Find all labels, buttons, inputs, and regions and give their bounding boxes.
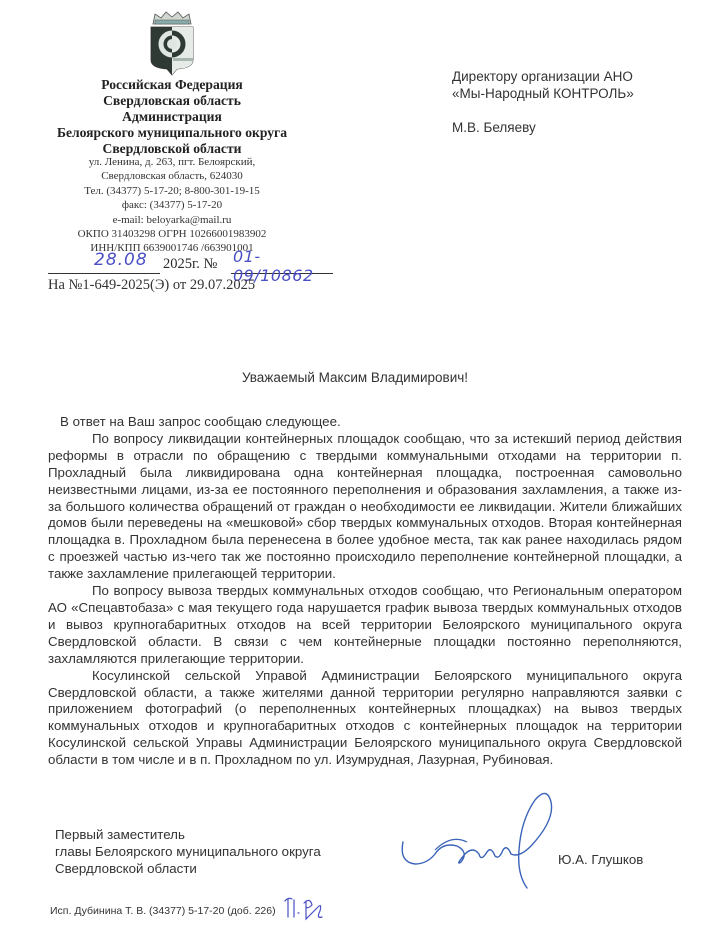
signer-name: Ю.А. Глушков <box>558 852 644 867</box>
letterhead-organization <box>40 77 304 157</box>
handwritten-date: 28.08 <box>94 250 148 270</box>
signer-title-line: Свердловской области <box>55 860 197 876</box>
addressee-name: М.В. Беляеву <box>452 120 536 135</box>
letterhead-line: Свердловской области <box>102 141 242 156</box>
address-line: ул. Ленина, д. 263, пгт. Белоярский, <box>88 156 256 168</box>
handwritten-signature-icon <box>395 790 565 890</box>
signer-title-line: Первый заместитель <box>55 827 185 842</box>
letterhead-line: Белоярского муниципального округа <box>57 125 287 140</box>
number-field <box>231 247 333 285</box>
addressee-block <box>452 68 634 136</box>
paragraph: Косулинской сельской Управой Администрации Белоярского муниципального округа Свердловской области, а также жителями данной территории регулярно направляются заявки с приложением фотографий (о переполненных контейнерных площадках) на вывоз твердых коммунальных отходов и крупногабаритных отходов с контейнерных площадок на территории Косулинской сельской Управы Администрации Белоярского муниципального округа Свердловской области в том числе и в п. Прохладном по ул. Изумрудная, Лазурная, Рубиновая. <box>48 667 682 768</box>
handwritten-initials-icon <box>282 895 327 925</box>
phone-line: Тел. (34377) 5-17-20; 8-800-301-19-15 <box>84 184 260 197</box>
handwritten-number: 01-09/10862 <box>233 247 314 285</box>
addressee-line: «Мы-Народный КОНТРОЛЬ» <box>452 86 634 101</box>
inn-kpp-line: ИНН/КПП 6639001746 /663901001 <box>90 242 254 255</box>
reference-line: На №1-649-2025(Э) от 29.07.2025 <box>48 277 256 293</box>
okpo-ogrn-line: ОКПО 31403298 ОГРН 10266001983902 <box>77 228 267 241</box>
letterhead-line: Администрация <box>122 109 222 124</box>
greeting: Уважаемый Максим Владимирович! <box>241 370 469 385</box>
letterhead-line: Свердловская область <box>103 93 241 108</box>
letter-body <box>48 414 682 769</box>
coat-of-arms-icon <box>147 10 197 76</box>
fax-line: факс: (34377) 5-17-20 <box>121 199 223 212</box>
paragraph: По вопросу ликвидации контейнерных площадок сообщаю, что за истекший период действия реформы в отрасли по обращению с твердыми коммунальными отходами на территории п. Прохладный была ликвидирована одна контейнерная площадка, построенная самовольно неизвестными лицами, из-за ее постоянного переполнения и образования захламления, а также из-за большого количества обращений от граждан о необходимости ее ликвидации. Жители ближайших домов были переведены на «мешковой» сбор твердых коммунальных отходов. Вторая контейнерная площадка в. Прохладном была перенесена в более удобное места, так как ранее находилась рядом с проезжей частью из-чего так же постоянно происходило переполнение контейнерной площадки, а также захламление прилегающей территории. <box>48 430 682 582</box>
year-label: 2025г. № <box>163 256 218 272</box>
email-line: e-mail: beloyarka@mail.ru <box>112 213 232 226</box>
executor-info: Исп. Дубинина Т. В. (34377) 5-17-20 (доб. 226) <box>50 905 276 917</box>
letterhead-contacts <box>40 155 304 256</box>
address-line: Свердловская область, 624030 <box>101 170 243 183</box>
signer-title-line: главы Белоярского муниципального округа <box>55 843 321 859</box>
paragraph: По вопросу вывоза твердых коммунальных отходов сообщаю, что Региональным оператором АО «Спецавтобаза» с мая текущего года нарушается график вывоза твердых коммунальных отходов и вывоз крупногабаритных отходов на всей территории Белоярского муниципального округа Свердловской области. В связи с чем контейнерные площадки постоянно переполняются, захламляются прилегающие территории. <box>48 583 682 666</box>
date-field <box>48 250 160 274</box>
paragraph: В ответ на Ваш запрос сообщаю следующее. <box>60 414 341 429</box>
signer-title <box>55 827 321 877</box>
addressee-line: Директору организации АНО <box>452 69 633 84</box>
letterhead-line: Российская Федерация <box>101 77 243 92</box>
